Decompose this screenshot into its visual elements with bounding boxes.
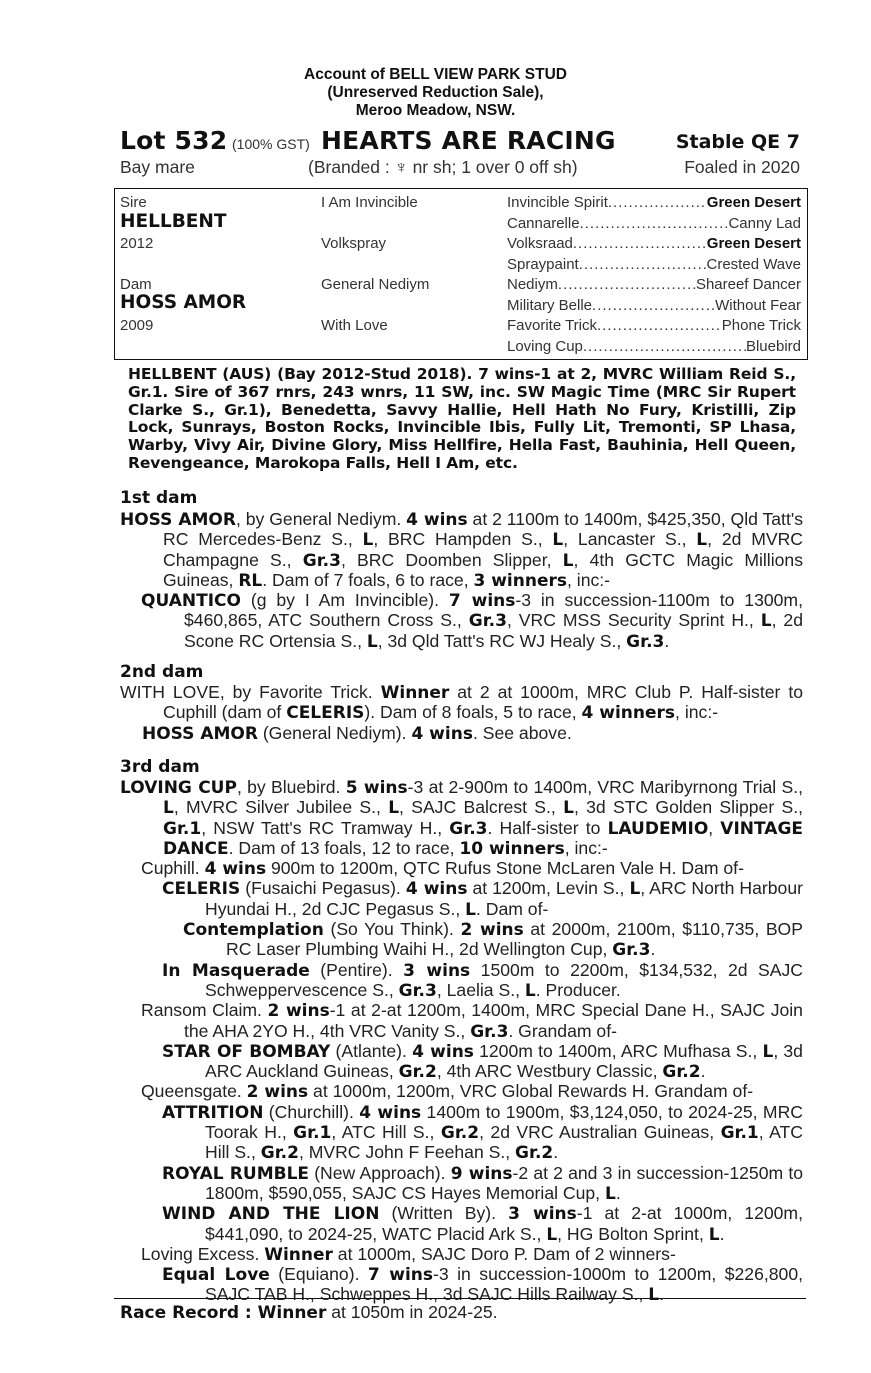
- location-line: Meroo Meadow, NSW.: [355, 102, 516, 119]
- race-record: [120, 1302, 498, 1323]
- sire-year: 2012: [120, 235, 154, 252]
- first-dam-heading: 1st dam: [120, 488, 198, 508]
- sire-name: HELLBENT: [120, 211, 227, 232]
- gst-note: (100% GST): [232, 136, 310, 152]
- sire-label: Sire: [120, 194, 147, 211]
- dam-name: HOSS AMOR: [120, 292, 247, 313]
- second-dam-text: WITH LOVE, by Favorite Trick. Winner at 2 at 1000m, MRC Club P. Half-sister to Cuphill (dam of CELERIS). Dam of 8 foals, 5 to race, 4 winners, inc:- HOSS AMOR (General Nediym). 4 wins. See above.: [120, 682, 803, 744]
- vendor-line: Account of BELL VIEW PARK STUD: [304, 66, 567, 83]
- g3-row: Loving Cup ..... Bluebird: [507, 338, 801, 356]
- lot-number: Lot 532: [120, 126, 228, 155]
- sale-type-line: (Unreserved Reduction Sale),: [327, 84, 544, 101]
- dam-label: Dam: [120, 276, 152, 293]
- g3-row: Volksraad ..... Green Desert: [507, 235, 801, 253]
- stable-number: Stable QE 7: [675, 131, 800, 153]
- dam-year: 2009: [120, 317, 154, 334]
- second-dam-heading: 2nd dam: [120, 662, 204, 682]
- g3-row: Nediym ..... Shareef Dancer: [507, 276, 801, 294]
- lot-line: [120, 126, 806, 156]
- divider-line: [114, 1298, 806, 1299]
- grandsire-maternal: General Nediym: [321, 276, 430, 293]
- sire-summary: HELLBENT (AUS) (Bay 2012-Stud 2018). 7 wins-1 at 2, MVRC William Reid S., Gr.1. Sire of 367 rnrs, 243 wnrs, 11 SW, inc. SW Magic Time (MRC Sir Rupert Clarke S., Gr.1), Benedetta, Savvy Hallie, Hell Hath No Fury, Kristilli, Zip Lock, Sunrays, Boston Rocks, Invincible Ibis, Fully Lit, Tremonti, SP Lhasa, Warby, Vivy Air, Divine Glory, Miss Hellfire, Hella Fast, Bauhinia, Hell Queen, Revengeance, Marokopa Falls, Hell I Am, etc.: [128, 365, 796, 472]
- horse-sex: Bay mare: [120, 157, 195, 177]
- g3-row: Cannarelle ..... Canny Lad: [507, 215, 801, 233]
- horse-name: HEARTS ARE RACING: [321, 126, 616, 155]
- brand-info: (Branded : ♆ nr sh; 1 over 0 off sh): [308, 157, 578, 177]
- g3-row: Invincible Spirit ..... Green Desert: [507, 194, 801, 212]
- granddam-paternal: Volkspray: [321, 235, 387, 252]
- g3-row: Favorite Trick ..... Phone Trick: [507, 317, 801, 335]
- grandsire-paternal: I Am Invincible: [321, 194, 418, 211]
- first-dam-text: HOSS AMOR, by General Nediym. 4 wins at 2 1100m to 1400m, $425,350, Qld Tatt's RC Mercedes-Benz S., L, BRC Hampden S., L, Lancaster S., L, 2d MVRC Champagne S., Gr.3, BRC Doomben Slipper, L, 4th GCTC Magic Millions Guineas, RL. Dam of 7 foals, 6 to race, 3 winners, inc:- QUANTICO (g by I Am Invincible). 7 wins-3 in succession-1100m to 1300m, $460,865, ATC Southern Cross S., Gr.3, VRC MSS Security Sprint H., L, 2d Scone RC Ortensia S., L, 3d Qld Tatt's RC WJ Healy S., Gr.3.: [120, 509, 803, 652]
- third-dam-heading: 3rd dam: [120, 757, 200, 777]
- race-record-label: Race Record : Winner: [120, 1303, 327, 1323]
- foaled-year: Foaled in 2020: [684, 157, 800, 177]
- g3-row: Military Belle ..... Without Fear: [507, 297, 801, 315]
- pedigree-table: [114, 188, 808, 360]
- granddam-maternal: With Love: [321, 317, 388, 334]
- horse-details: [120, 157, 806, 179]
- g3-row: Spraypaint ..... Crested Wave: [507, 256, 801, 274]
- third-dam-text: LOVING CUP, by Bluebird. 5 wins-3 at 2-900m to 1400m, VRC Maribyrnong Trial S., L, MVRC Silver Jubilee S., L, SAJC Balcrest S., L, 3d STC Golden Slipper S., Gr.1, NSW Tatt's RC Tramway H., Gr.3. Half-sister to LAUDEMIO, VINTAGE DANCE. Dam of 13 foals, 12 to race, 10 winners, inc:- Cuphill. 4 wins 900m to 1200m, QTC Rufus Stone McLaren Vale H. Dam of- CELERIS (Fusaichi Pegasus). 4 wins at 1200m, Levin S., L, ARC North Harbour Hyundai H., 2d CJC Pegasus S., L. Dam of- Contemplation (So You Think). 2 wins at 2000m, 2100m, $110,735, BOP RC Laser Plumbing Waihi H., 2d Wellington Cup, Gr.3. In Masquerade (Pentire). 3 wins 1500m to 2200m, $134,532, 2d SAJC Schweppervescence S., Gr.3, Laelia S., L. Producer. Ransom Claim. 2 wins-1 at 2-at 1200m, 1400m, MRC Special Dane H., SAJC Join the AHA 2YO H., 4th VRC Vanity S., Gr.3. Grandam of- STAR OF BOMBAY (Atlante). 4 wins 1200m to 1400m, ARC Mufhasa S., L, 3d ARC Auckland Guineas, Gr.2, 4th ARC Westbury Classic, Gr.2. Queensgate. 2 wins at 1000m, 1200m, VRC Global Rewards H. Grandam of- ATTRITION (Churchill). 4 wins 1400m to 1900m, $3,124,050, to 2024-25, MRC Toorak H., Gr.1, ATC Hill S., Gr.2, 2d VRC Australian Guineas, Gr.1, ATC Hill S., Gr.2, MVRC John F Feehan S., Gr.2. ROYAL RUMBLE (New Approach). 9 wins-2 at 2 and 3 in succession-1250m to 1800m, $590,055, SAJC CS Hayes Memorial Cup, L. WIND AND THE LION (Written By). 3 wins-1 at 2-at 1000m, 1200m, $441,090, to 2024-25, WATC Placid Ark S., L, HG Bolton Sprint, L. Loving Excess. Winner at 1000m, SAJC Doro P. Dam of 2 winners- Equal Love (Equiano). 7 wins-3 in succession-1000m to 1200m, $226,800, SAJC TAB H., Schweppes H., 3d SAJC Hills Railway S., L.: [120, 777, 804, 1306]
- race-record-text: at 1050m in 2024-25.: [326, 1302, 498, 1322]
